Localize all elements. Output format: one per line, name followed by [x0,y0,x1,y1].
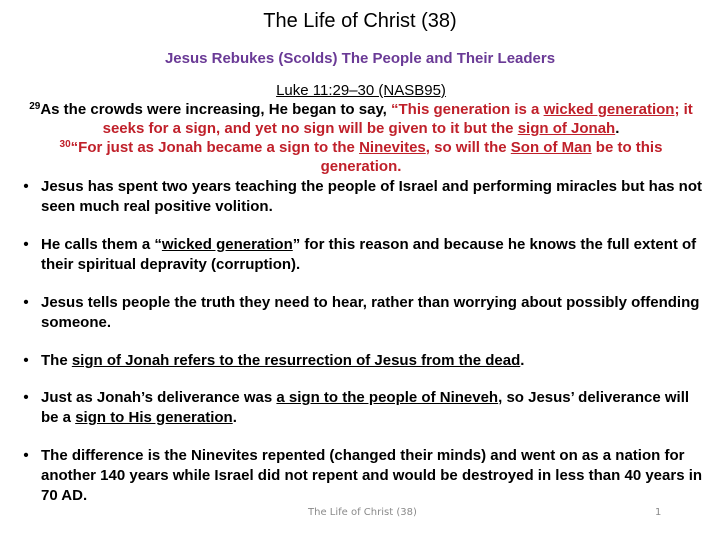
bullet-item [20,235,710,275]
verse-29-end: . [615,120,620,137]
quote-text: , so will the [425,139,511,156]
quote-underline-son-of-man: Son of Man [510,139,592,156]
bullet-text: , so Jesus’ deliverance will be a [41,389,690,426]
slide-subtitle: Jesus Rebukes (Scolds) The People and Their Leaders [164,50,556,67]
bullet-list [20,177,710,506]
bullet-icon: • [23,447,29,464]
quote-text: “This generation is a [391,101,544,118]
footer-title: The Life of Christ (38) [308,507,417,518]
scripture-text [20,100,702,176]
scripture-passage [20,81,702,176]
bullet-text: . [232,409,237,426]
bullet-underline: a sign to the people of Nineveh [276,389,499,406]
slide-title: The Life of Christ (38) [263,10,457,32]
bullet-icon: • [23,294,29,311]
verse-number-30: 30 [59,139,71,150]
bullet-text: ” for this reason and because he knows the full extent of their spiritual depravity (corruption). [41,236,697,273]
bullet-text: Jesus has spent two years teaching the people of Israel and performing miracles but has not seen much real positive volition. [41,178,703,215]
quote-text: ; it seeks for a sign, and yet no sign will be given to it but the [102,101,693,137]
scripture-reference: Luke 11:29–30 (NASB95) [276,82,446,99]
quote-text: be to this generation. [320,139,663,175]
bullet-item [20,177,710,217]
bullet-text: The difference is the Ninevites repented (changed their minds) and went on as a nation for another 140 years while Israel did not repent and would be destroyed in less than 40 years in 70 AD. [41,447,703,504]
bullet-underline: wicked generation [161,236,293,253]
bullet-underline: sign to His generation [75,409,233,426]
bullet-icon: • [23,389,29,406]
bullet-text: Just as Jonah’s deliverance was [41,389,277,406]
quote-text: “For just as Jonah became a sign to the [70,139,360,156]
bullet-text: The [41,352,72,369]
page-number: 1 [655,507,662,518]
bullet-text: He calls them a “ [41,236,162,253]
bullet-text: . [520,352,525,369]
bullet-icon: • [23,236,29,253]
bullet-text: Jesus tells people the truth they need to hear, rather than worrying about possibly offending someone. [41,294,700,331]
bullet-icon: • [23,178,29,195]
bullet-icon: • [23,352,29,369]
verse-29-intro: As the crowds were increasing, He began to say, [40,101,392,118]
bullet-item [20,293,710,333]
quote-underline-ninevites: Ninevites [359,139,426,156]
bullet-item [20,388,710,428]
bullet-item [20,351,710,371]
verse-number-29: 29 [29,101,41,112]
bullet-item [20,446,710,506]
quote-underline-wicked-generation: wicked generation [543,101,675,118]
quote-underline-sign-of-jonah: sign of Jonah [517,120,616,137]
bullet-underline: sign of Jonah refers to the resurrection of Jesus from the dead [71,352,521,369]
